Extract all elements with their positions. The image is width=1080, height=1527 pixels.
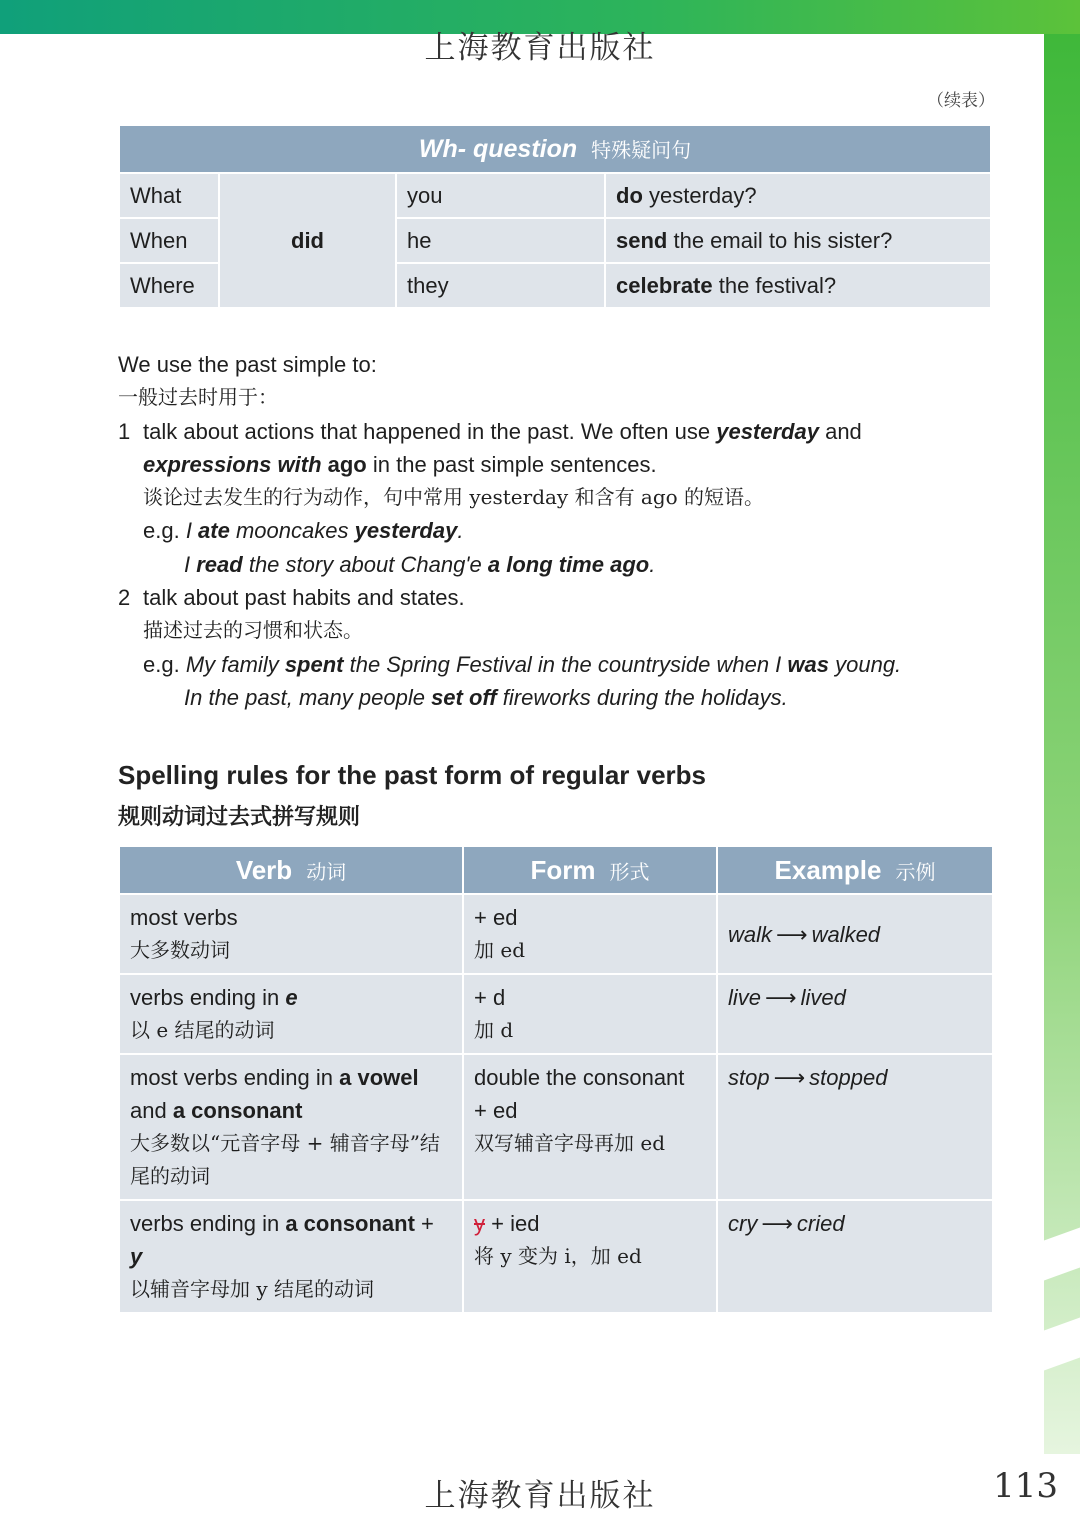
verb-rule-cn: 大多数动词 (130, 938, 230, 962)
verb-keyword: y (130, 1244, 143, 1269)
example-base: live (728, 985, 762, 1010)
example-past: cried (796, 1211, 845, 1236)
wh-word: When (120, 219, 218, 262)
side-stripe (1044, 1317, 1080, 1370)
point-number: 1 (118, 418, 131, 444)
col-header-verb (120, 847, 462, 893)
col-header-example (718, 847, 992, 893)
auxiliary-did: did (220, 174, 395, 307)
verb-rule-cn: 以 e 结尾的动词 (130, 1018, 275, 1042)
example-verb: spent (284, 651, 344, 677)
predicate (606, 264, 990, 307)
example-cell (718, 1201, 992, 1312)
header-en: Example (774, 854, 882, 885)
table-row (120, 1055, 992, 1199)
form-rule: double the consonant (474, 1065, 685, 1090)
example-text: the Spring Festival in the countryside when I (343, 651, 788, 677)
wh-word: Where (120, 264, 218, 307)
form-rule-cn: 将 y 变为 i，加 ed (474, 1244, 642, 1268)
header-cn: 示例 (895, 859, 936, 884)
predicate-rest: the email to his sister? (667, 227, 893, 253)
example-past: lived (800, 985, 846, 1010)
point-2 (118, 581, 918, 614)
form-cell (464, 1055, 716, 1199)
table-row (120, 975, 992, 1053)
subject: you (397, 174, 604, 217)
verb-cell (120, 895, 462, 973)
example-past: walked (811, 921, 881, 947)
keyword: ago (321, 451, 367, 477)
verb-rule-cn: 大多数以“元音字母 + 辅音字母”结尾的动词 (130, 1131, 440, 1188)
example-verb: read (196, 551, 243, 577)
example-text: the story about Chang'e (242, 551, 488, 577)
wh-table-header (120, 126, 990, 172)
arrow-icon: ⟶ (776, 921, 808, 947)
subject: he (397, 219, 604, 262)
example-base: cry (728, 1211, 758, 1236)
arrow-icon: ⟶ (765, 985, 797, 1010)
header-cn: 形式 (609, 859, 650, 884)
header-publisher: 上海教育出版社 (424, 30, 656, 66)
wh-header-en: Wh- question (418, 135, 578, 163)
example-text: . (457, 518, 464, 544)
example-text: young. (829, 651, 902, 677)
example-text: I (184, 551, 197, 577)
side-stripe (1044, 1227, 1080, 1280)
usage-intro: We use the past simple to: (118, 352, 377, 377)
example-text: . (649, 551, 656, 577)
header-en: Verb (235, 854, 293, 885)
verb: send (616, 227, 668, 253)
example-text: My family (185, 651, 285, 677)
point-number: 2 (118, 585, 131, 611)
crossed-out-y: y (474, 1211, 485, 1236)
verb-rule: most verbs ending in (130, 1065, 340, 1090)
example-text: mooncakes (229, 518, 355, 544)
col-header-form (464, 847, 716, 893)
form-rule: + d (474, 985, 506, 1010)
table-header-row (120, 847, 992, 893)
verb-keyword: e (285, 985, 298, 1010)
verb: do (616, 182, 643, 208)
verb-keyword: a consonant (172, 1098, 303, 1123)
form-rule: + ed (474, 905, 518, 930)
point-1-cn: 谈论过去发生的行为动作，句中常用 yesterday 和含有 ago 的短语。 (143, 485, 765, 510)
point-text: and (818, 418, 862, 444)
verb-rule: and (130, 1098, 173, 1123)
wh-header-cn: 特殊疑问句 (591, 138, 692, 162)
table-row (120, 895, 992, 973)
form-cell (464, 1201, 716, 1312)
verb-rule: verbs ending in (130, 985, 286, 1010)
point-text: talk about actions that happened in the past. We often use (143, 418, 717, 444)
form-cell (464, 895, 716, 973)
arrow-icon: ⟶ (773, 1065, 806, 1090)
verb-rule: verbs ending in (130, 1211, 286, 1236)
example-cell (718, 1055, 992, 1199)
verb-rule: + (414, 1211, 434, 1236)
verb-keyword: a vowel (339, 1065, 419, 1090)
example-base: stop (728, 1065, 770, 1090)
point-text: talk about past habits and states. (143, 585, 465, 611)
example (118, 514, 918, 547)
example-verb: was (787, 651, 829, 677)
form-rule-cn: 双写辅音字母再加 ed (474, 1131, 665, 1155)
arrow-icon: ⟶ (761, 1211, 793, 1236)
past-simple-usage (118, 348, 918, 714)
footer-publisher: 上海教育出版社 (424, 1478, 656, 1514)
keyword: expressions with (143, 451, 322, 477)
example (118, 681, 918, 714)
predicate-rest: the festival? (712, 272, 837, 298)
keyword: yesterday (716, 418, 819, 444)
verb-rule: most verbs (130, 905, 238, 930)
form-rule-cn: 加 d (474, 1018, 514, 1042)
predicate (606, 219, 990, 262)
example (118, 648, 918, 681)
eg-label: e.g. (143, 518, 186, 544)
point-1-cont (118, 448, 918, 481)
wh-word: What (120, 174, 218, 217)
spelling-rules-table (118, 845, 994, 1314)
table-row (120, 174, 990, 217)
example (118, 548, 918, 581)
form-rule: + ed (474, 1098, 518, 1123)
form-rule: + ied (485, 1211, 540, 1236)
form-cell (464, 975, 716, 1053)
eg-label: e.g. (143, 651, 186, 677)
verb-cell (120, 1055, 462, 1199)
side-green-band (1044, 34, 1080, 1454)
form-rule-cn: 加 ed (474, 938, 525, 962)
example-cell (718, 975, 992, 1053)
example-base: walk (728, 921, 773, 947)
example-text: In the past, many people (184, 684, 432, 710)
example-text: fireworks during the holidays. (496, 684, 788, 710)
point-text: in the past simple sentences. (366, 451, 657, 477)
section-title-cn: 规则动词过去式拼写规则 (118, 805, 361, 830)
header-en: Form (530, 854, 596, 885)
predicate-rest: yesterday? (642, 182, 757, 208)
usage-intro-cn: 一般过去时用于： (118, 385, 278, 410)
example-verb: ate (198, 518, 230, 544)
example-past: stopped (809, 1065, 888, 1090)
example-text: I (185, 518, 199, 544)
verb-keyword: a consonant (285, 1211, 415, 1236)
example-keyword: a long time ago (487, 551, 650, 577)
table-row (120, 1201, 992, 1312)
verb-rule-cn: 以辅音字母加 y 结尾的动词 (130, 1277, 375, 1301)
subject: they (397, 264, 604, 307)
verb-cell (120, 1201, 462, 1312)
point-1 (118, 415, 918, 448)
wh-question-table (118, 124, 992, 309)
point-2-cn: 描述过去的习惯和状态。 (143, 618, 363, 643)
section-title: Spelling rules for the past form of regular verbs (118, 760, 707, 790)
verb-cell (120, 975, 462, 1053)
continued-label: （续表） (927, 91, 995, 111)
verb: celebrate (616, 272, 713, 298)
header-cn: 动词 (306, 859, 347, 884)
page-number: 113 (993, 1466, 1058, 1506)
example-verb: set off (431, 684, 497, 710)
example-cell (718, 895, 992, 973)
example-keyword: yesterday (354, 518, 458, 544)
predicate (606, 174, 990, 217)
